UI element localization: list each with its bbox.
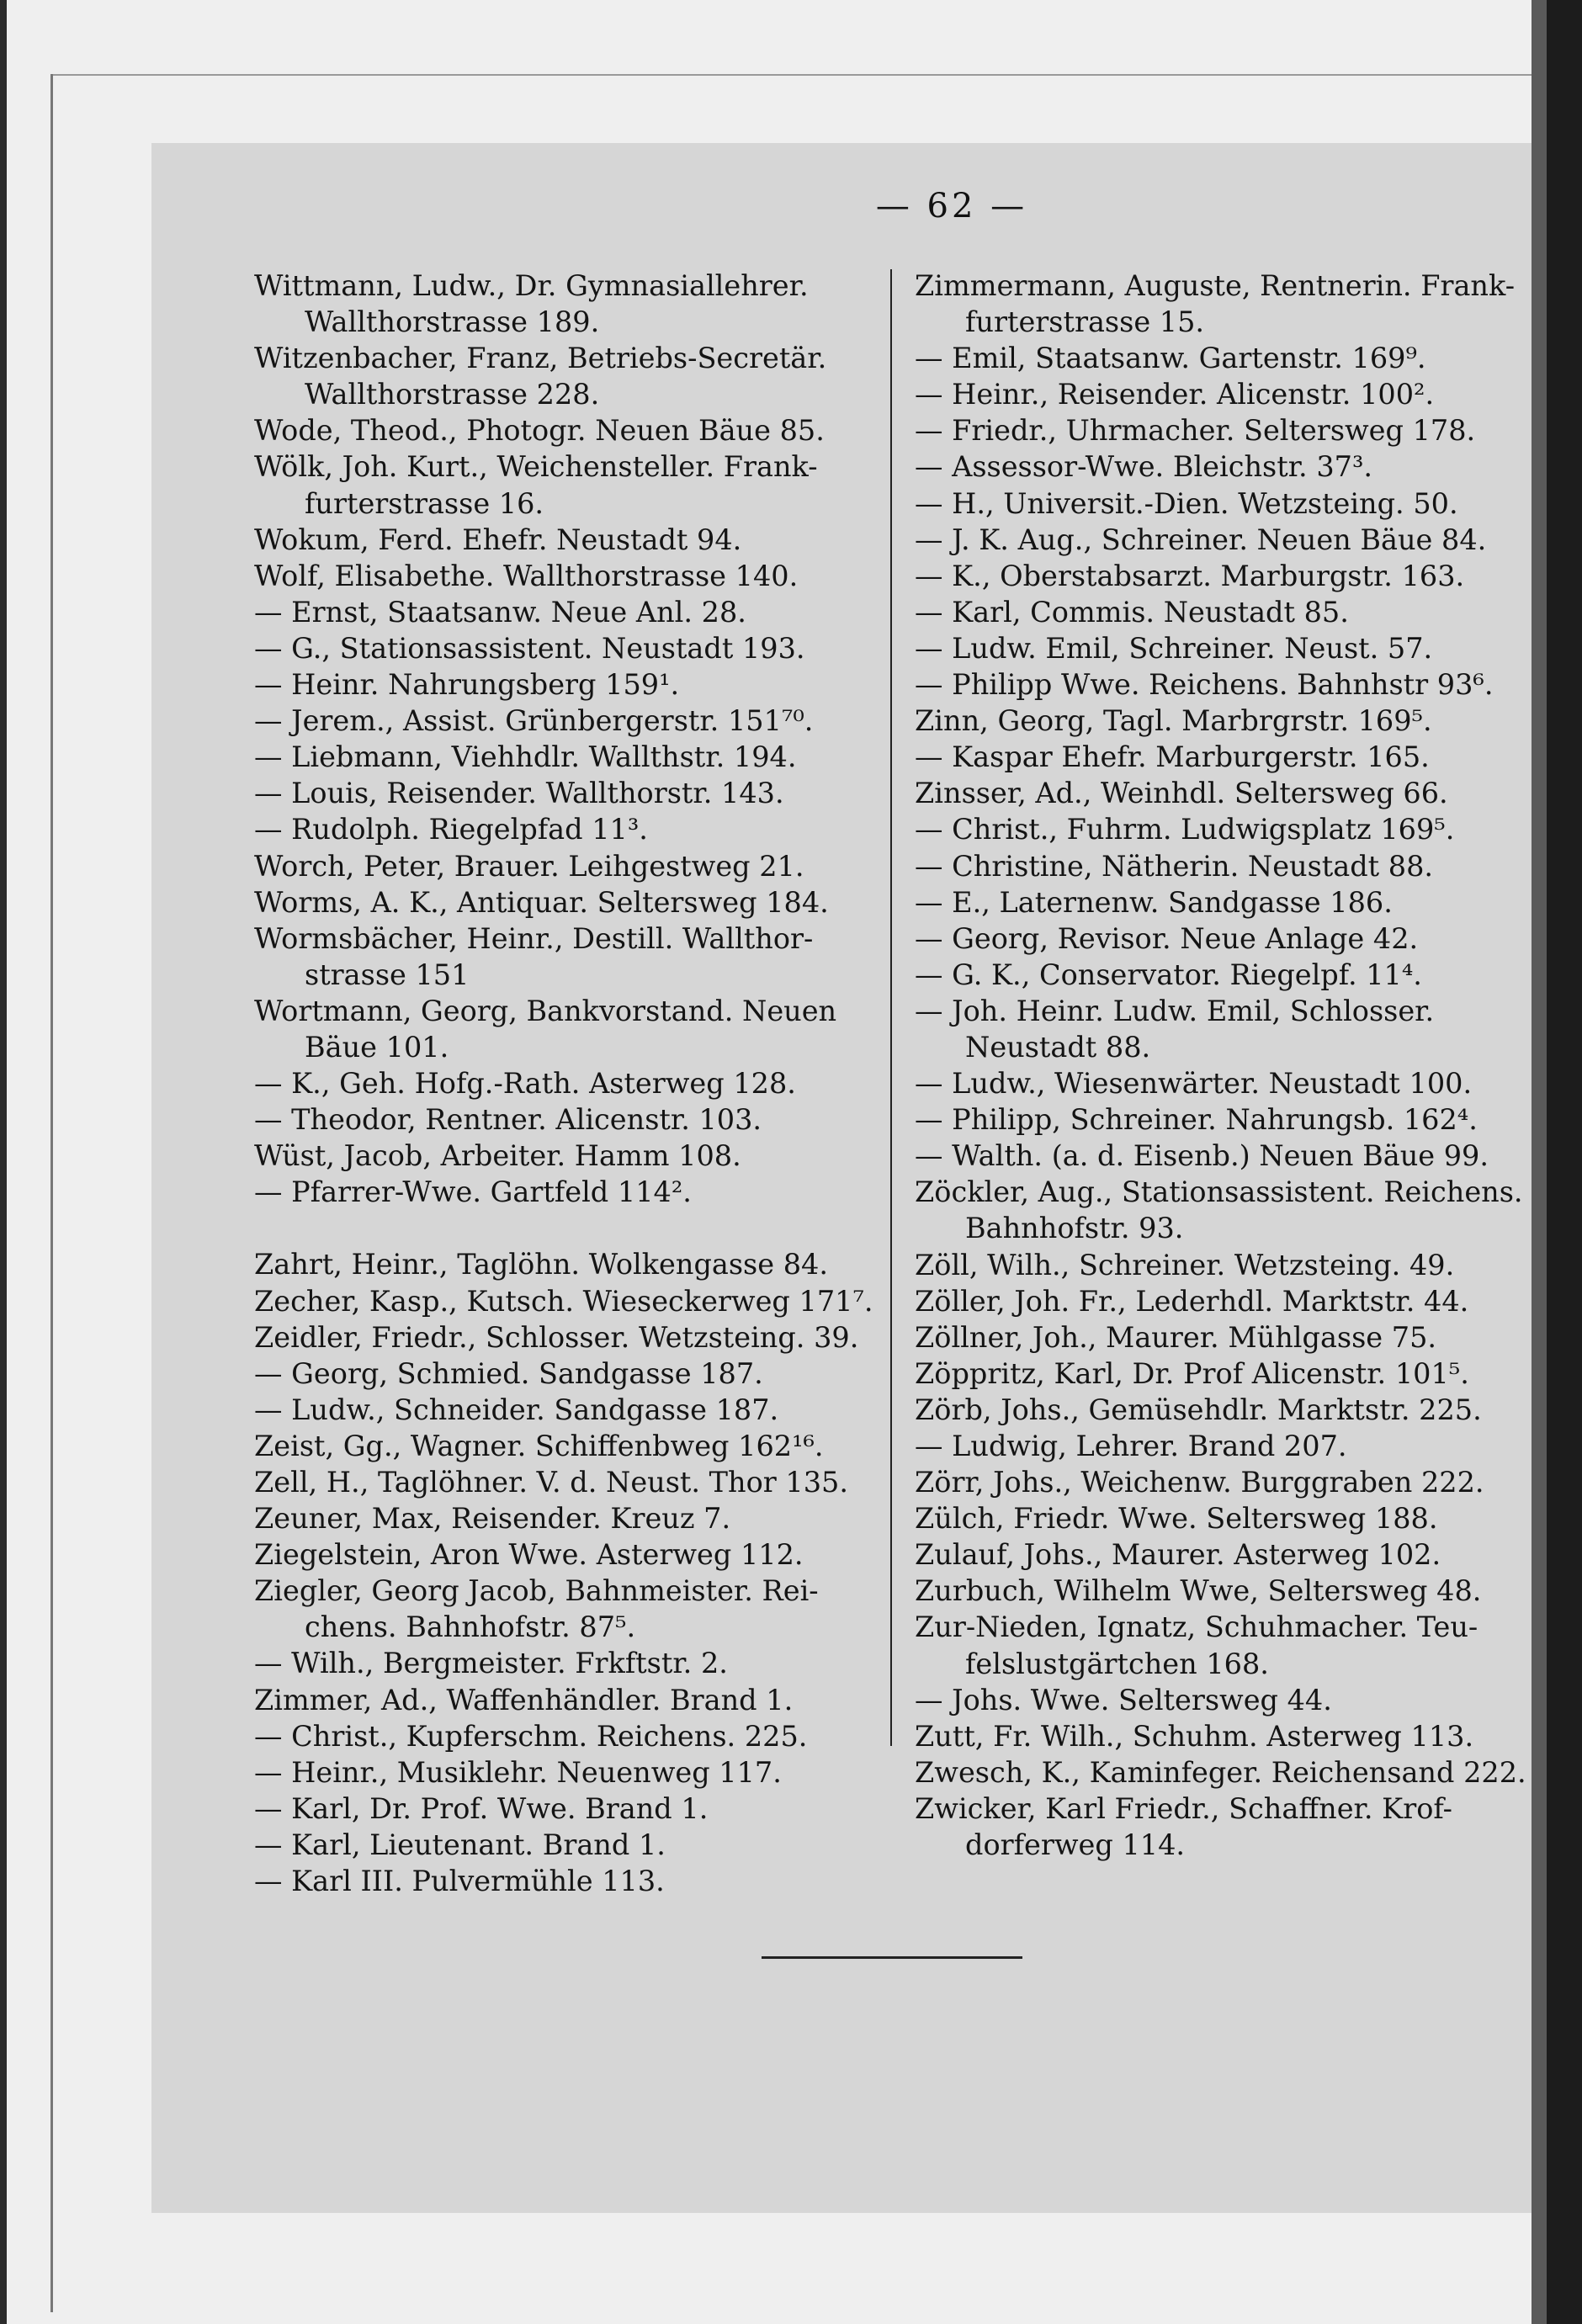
directory-entry [915,376,1529,412]
directory-entry [915,703,1529,739]
directory-entry [915,630,1529,666]
directory-entry [254,775,877,811]
entry-line: — G. K., Conservator. Riegelpf. 11⁴. [915,958,1422,991]
directory-entry [254,993,877,1065]
entry-line: — Karl, Commis. Neustadt 85. [915,595,1349,629]
entry-line: Wölk, Joh. Kurt., Weichensteller. Frank- [254,450,818,484]
directory-entry [254,1174,877,1210]
entry-line: — Emil, Staatsanw. Gartenstr. 169⁹. [915,342,1426,375]
directory-entry [254,522,877,558]
column-divider [890,269,892,1746]
directory-entry [915,1247,1529,1283]
entry-line: Zöppritz, Karl, Dr. Prof Alicenstr. 101⁵. [915,1356,1469,1390]
entry-continuation-line: Neustadt 88. [965,1030,1151,1064]
entry-line: Wode, Theod., Photogr. Neuen Bäue 85. [254,414,825,448]
entry-line: Zülch, Friedr. Wwe. Seltersweg 188. [915,1502,1438,1536]
directory-entry [254,1428,877,1464]
entry-continuation-line: furterstrasse 16. [305,486,544,520]
right-column [915,268,1529,1863]
entry-line: — Friedr., Uhrmacher. Seltersweg 178. [915,414,1476,448]
entry-line: — Walth. (a. d. Eisenb.) Neuen Bäue 99. [915,1139,1489,1173]
entry-line: Zwicker, Karl Friedr., Schaffner. Krof- [915,1791,1452,1825]
directory-entry [254,630,877,666]
page-number: — 62 — [875,187,1028,226]
directory-entry [915,485,1529,522]
entry-continuation-line: Bäue 101. [305,1030,449,1064]
directory-entry [254,703,877,739]
directory-entry [915,1791,1529,1863]
directory-entry [254,1791,877,1827]
entry-line: Wokum, Ferd. Ehefr. Neustadt 94. [254,523,742,556]
directory-entry [254,594,877,630]
directory-entry [254,1283,877,1319]
entry-line: — Louis, Reisender. Wallthorstr. 143. [254,777,784,810]
directory-entry [915,666,1529,703]
entry-line: — Christine, Nätherin. Neustadt 88. [915,849,1434,883]
directory-entry [915,558,1529,594]
directory-entry [254,1573,877,1645]
directory-entry [254,1319,877,1356]
directory-entry [915,993,1529,1065]
directory-entry [915,1283,1529,1319]
directory-entry [254,1356,877,1392]
book-binding [1547,0,1582,2324]
directory-entry [254,1536,877,1573]
directory-entry [254,340,877,412]
entry-line: — Georg, Schmied. Sandgasse 187. [254,1356,763,1390]
directory-entry [915,1138,1529,1174]
entry-line: Zulauf, Johs., Maurer. Asterweg 102. [915,1538,1441,1572]
binding-edge [1532,0,1547,2324]
entry-line: — Theodor, Rentner. Alicenstr. 103. [254,1103,762,1137]
entry-line: Zeuner, Max, Reisender. Kreuz 7. [254,1502,731,1536]
directory-entry [915,1500,1529,1536]
directory-entry [915,268,1529,340]
directory-entry [254,666,877,703]
page-frame-top [50,74,1565,76]
entry-continuation-line: furterstrasse 15. [965,305,1205,339]
directory-entry [915,775,1529,811]
directory-entry [254,1065,877,1101]
entry-line: — Ludw., Wiesenwärter. Neustadt 100. [915,1067,1473,1101]
entry-line: Zöll, Wilh., Schreiner. Wetzsteing. 49. [915,1248,1455,1281]
entry-line: Zöckler, Aug., Stationsassistent. Reichens. [915,1175,1523,1209]
entry-line: Worms, A. K., Antiquar. Seltersweg 184. [254,885,829,919]
directory-entry [254,1101,877,1138]
directory-entry [254,558,877,594]
entry-continuation-line: dorferweg 114. [965,1828,1186,1862]
entry-line: Zahrt, Heinr., Taglöhn. Wolkengasse 84. [254,1248,828,1281]
entry-line: — Rudolph. Riegelpfad 11³. [254,813,648,846]
entry-line: — Karl III. Pulvermühle 113. [254,1865,665,1898]
entry-line: Zutt, Fr. Wilh., Schuhm. Asterweg 113. [915,1719,1474,1753]
entry-line: — Georg, Revisor. Neue Anlage 42. [915,921,1419,955]
directory-entry [254,739,877,775]
entry-line: Wormsbächer, Heinr., Destill. Wallthor- [254,921,814,955]
directory-entry [254,921,877,993]
directory-entry [254,1754,877,1791]
directory-entry [254,1827,877,1863]
entry-continuation-line: Bahnhofstr. 93. [965,1212,1184,1245]
entry-line: Zurbuch, Wilhelm Wwe, Seltersweg 48. [915,1574,1482,1608]
entry-continuation-line: felslustgärtchen 168. [965,1647,1269,1680]
directory-entry [915,448,1529,485]
entry-line: — Ludw., Schneider. Sandgasse 187. [254,1393,779,1426]
directory-entry [915,739,1529,775]
directory-entry [915,1356,1529,1392]
entry-line: — Philipp, Schreiner. Nahrungsb. 162⁴. [915,1103,1478,1137]
directory-entry [915,340,1529,376]
directory-entry [915,594,1529,630]
directory-entry [915,412,1529,448]
directory-entry [915,1609,1529,1681]
entry-line: — Jerem., Assist. Grünbergerstr. 151⁷⁰. [254,704,814,738]
entry-line: — Johs. Wwe. Seltersweg 44. [915,1683,1332,1716]
directory-entry [915,1718,1529,1754]
directory-entry [915,1754,1529,1791]
left-column [254,268,877,1899]
entry-continuation-line: chens. Bahnhofstr. 87⁵. [305,1610,636,1644]
entry-line: Wüst, Jacob, Arbeiter. Hamm 108. [254,1139,741,1173]
directory-entry [254,412,877,448]
entry-line: Wortmann, Georg, Bankvorstand. Neuen [254,994,837,1027]
entry-line: Zörb, Johs., Gemüsehdlr. Marktstr. 225. [915,1393,1482,1426]
entry-line: — Ernst, Staatsanw. Neue Anl. 28. [254,595,746,629]
entry-line: — K., Geh. Hofg.-Rath. Asterweg 128. [254,1067,796,1101]
directory-entry [915,1319,1529,1356]
directory-entry [915,921,1529,957]
entry-line: — Assessor-Wwe. Bleichstr. 37³. [915,450,1373,484]
entry-line: — Karl, Lieutenant. Brand 1. [254,1828,666,1861]
directory-entry [254,1392,877,1428]
directory-entry [254,848,877,884]
directory-entry [915,1464,1529,1500]
entry-line: Zöllner, Joh., Maurer. Mühlgasse 75. [915,1320,1437,1354]
entry-line: — Heinr., Musiklehr. Neuenweg 117. [254,1755,782,1789]
entry-line: Zörr, Johs., Weichenw. Burggraben 222. [915,1466,1484,1499]
entry-line: — Liebmann, Viehhdlr. Wallthstr. 194. [254,740,797,774]
directory-entry [915,1428,1529,1464]
directory-entry [254,1138,877,1174]
entry-line: — Pfarrer-Wwe. Gartfeld 114². [254,1175,692,1209]
entry-line: Zell, H., Taglöhner. V. d. Neust. Thor 135. [254,1466,849,1499]
entry-line: — Christ., Fuhrm. Ludwigsplatz 169⁵. [915,813,1455,846]
entry-line: — H., Universit.-Dien. Wetzsteing. 50. [915,486,1458,520]
entry-continuation-line: Wallthorstrasse 189. [305,305,600,339]
entry-line: Zinn, Georg, Tagl. Marbrgrstr. 169⁵. [915,704,1432,738]
directory-entry [915,1573,1529,1609]
entry-line: Zinsser, Ad., Weinhdl. Seltersweg 66. [915,777,1448,810]
entry-line: — Christ., Kupferschm. Reichens. 225. [254,1719,808,1753]
entry-line: — E., Laternenw. Sandgasse 186. [915,885,1393,919]
directory-entry [254,448,877,521]
directory-entry [915,1174,1529,1246]
end-rule [762,1956,1022,1959]
directory-entry [915,1101,1529,1138]
directory-entry [254,1682,877,1718]
directory-entry [915,884,1529,921]
entry-line: Witzenbacher, Franz, Betriebs-Secretär. [254,342,827,375]
entry-line: Ziegler, Georg Jacob, Bahnmeister. Rei- [254,1574,819,1608]
entry-line: — Joh. Heinr. Ludw. Emil, Schlosser. [915,994,1435,1027]
entry-line: Ziegelstein, Aron Wwe. Asterweg 112. [254,1538,804,1572]
directory-entry [254,1718,877,1754]
directory-entry [915,1682,1529,1718]
entry-line: Zwesch, K., Kaminfeger. Reichensand 222. [915,1755,1526,1789]
directory-entry [915,848,1529,884]
entry-line: — J. K. Aug., Schreiner. Neuen Bäue 84. [915,523,1487,556]
directory-entry [915,522,1529,558]
directory-entry [254,268,877,340]
page-frame-left [50,74,53,2312]
entry-line: Worch, Peter, Brauer. Leihgestweg 21. [254,849,804,883]
directory-entry [254,1645,877,1681]
directory-entry [254,1500,877,1536]
entry-line: — K., Oberstabsarzt. Marburgstr. 163. [915,559,1465,592]
entry-line: Zimmer, Ad., Waffenhändler. Brand 1. [254,1683,794,1716]
entry-line: — Philipp Wwe. Reichens. Bahnhstr 93⁶. [915,668,1494,702]
directory-entry [915,1536,1529,1573]
entry-line: Wolf, Elisabethe. Wallthorstrasse 140. [254,559,799,592]
entry-line: Zur-Nieden, Ignatz, Schuhmacher. Teu- [915,1610,1478,1644]
directory-entry [915,957,1529,993]
directory-entry [915,1392,1529,1428]
directory-entry [254,1246,877,1282]
entry-line: — Ludw. Emil, Schreiner. Neust. 57. [915,631,1433,665]
entry-line: Zimmermann, Auguste, Rentnerin. Frank- [915,269,1516,302]
entry-line: Wittmann, Ludw., Dr. Gymnasiallehrer. [254,269,809,302]
section-gap [254,1210,877,1246]
entry-line: — Ludwig, Lehrer. Brand 207. [915,1430,1347,1462]
entry-line: Zeist, Gg., Wagner. Schiffenbweg 162¹⁶. [254,1429,824,1462]
directory-entry [254,884,877,921]
entry-continuation-line: strasse 151 [305,958,470,991]
directory-entry [254,1863,877,1899]
directory-entry [915,811,1529,847]
directory-entry [254,1464,877,1500]
entry-line: — Kaspar Ehefr. Marburgerstr. 165. [915,740,1430,774]
entry-line: — Heinr., Reisender. Alicenstr. 100². [915,378,1435,411]
entry-line: — Karl, Dr. Prof. Wwe. Brand 1. [254,1791,709,1825]
entry-line: — Wilh., Bergmeister. Frkftstr. 2. [254,1647,728,1680]
entry-line: — Heinr. Nahrungsberg 159¹. [254,668,680,702]
entry-continuation-line: Wallthorstrasse 228. [305,378,600,411]
directory-entry [915,1065,1529,1101]
directory-entry [254,811,877,847]
entry-line: Zeidler, Friedr., Schlosser. Wetzsteing. 39. [254,1320,859,1354]
entry-line: Zöller, Joh. Fr., Lederhdl. Marktstr. 44. [915,1284,1469,1318]
entry-line: Zecher, Kasp., Kutsch. Wieseckerweg 171⁷. [254,1284,873,1318]
entry-line: — G., Stationsassistent. Neustadt 193. [254,631,805,665]
